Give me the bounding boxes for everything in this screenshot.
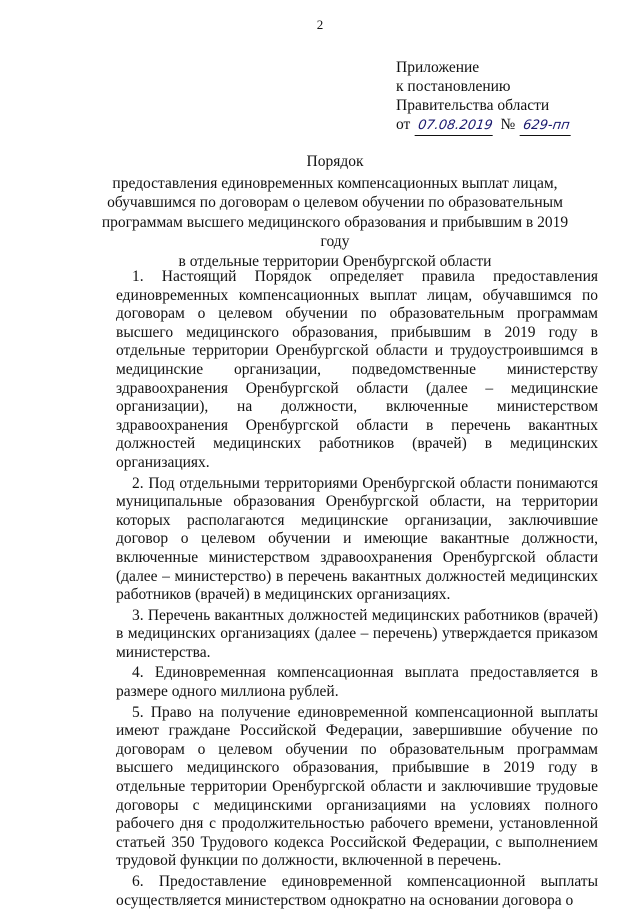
annex-line-2: к постановлению — [396, 78, 511, 95]
annex-date-prefix: от — [396, 116, 411, 133]
annex-block — [396, 58, 574, 136]
annex-line-3: Правительства области — [396, 97, 550, 114]
title-heading: Порядок — [306, 153, 364, 170]
paragraph-3: 3. Перечень вакантных должностей медицинских работников (врачей) в медицинских организациях (далее – перечень) утверждается приказом министерства. — [116, 606, 598, 661]
document-title — [100, 152, 570, 271]
annex-date-line — [396, 115, 574, 136]
paragraph-1: 1. Настоящий Порядок определяет правила предоставления единовременных компенсационных выплат лицам, обучавшимся по договорам о целевом обучении по образовательным программам высшего медицинского образования, прибывшим в 2019 году в отдельные территории Оренбургской области и трудоустроившимся в медицинские организации, подведомственные министерству здравоохранения Оренбургской области (далее – медицинские организации), на должности, включенные министерством здравоохранения Оренбургской области в перечень вакантных должностей медицинских работников (врачей) в медицинских организациях. — [116, 268, 598, 471]
annex-date-value: 07.08.2019 — [415, 116, 496, 136]
paragraph-4: 4. Единовременная компенсационная выплата предоставляется в размере одного миллиона рублей. — [116, 664, 598, 701]
annex-number-value: 629-пп — [520, 116, 573, 136]
paragraph-5: 5. Право на получение единовременной компенсационной выплаты имеют граждане Российской Федерации, завершившие обучение по договорам о целевом обучении по образовательным программам высшего медицинского образования, прибывшие в 2019 году в отдельные территории Оренбургской области и заключившие трудовые договоры с медицинскими организациями на условиях полного рабочего дня с продолжительностью рабочего времени, установленной статьей 350 Трудового кодекса Российской Федерации, с выполнением трудовой функции по должности, включенной в перечень. — [116, 703, 598, 870]
paragraph-2: 2. Под отдельными территориями Оренбургской области понимаются муниципальные образования Оренбургской области, на территории которых располагаются медицинские организации, заключившие договор о целевом обучении и имеющие вакантные должности, включенные министерством здравоохранения Оренбургской области (далее – министерство) в перечень вакантных должностей медицинских работников (врачей) в медицинских организациях. — [116, 474, 598, 604]
title-line-3: программам высшего медицинского образования и прибывшим в 2019 году — [101, 213, 569, 250]
annex-line-1: Приложение — [396, 59, 480, 76]
annex-number-prefix: № — [500, 116, 516, 133]
title-line-4: в отдельные территории Оренбургской области — [178, 252, 492, 270]
document-body — [116, 268, 598, 912]
paragraph-6: 6. Предоставление единовременной компенсационной выплаты осуществляется министерством однократно на основании договора о — [116, 873, 598, 909]
page-number: 2 — [316, 17, 324, 32]
title-line-2: обучавшимся по договорам о целевом обучении по образовательным — [107, 194, 563, 211]
title-line-1: предоставления единовременных компенсационных выплат лицам, — [112, 174, 558, 192]
